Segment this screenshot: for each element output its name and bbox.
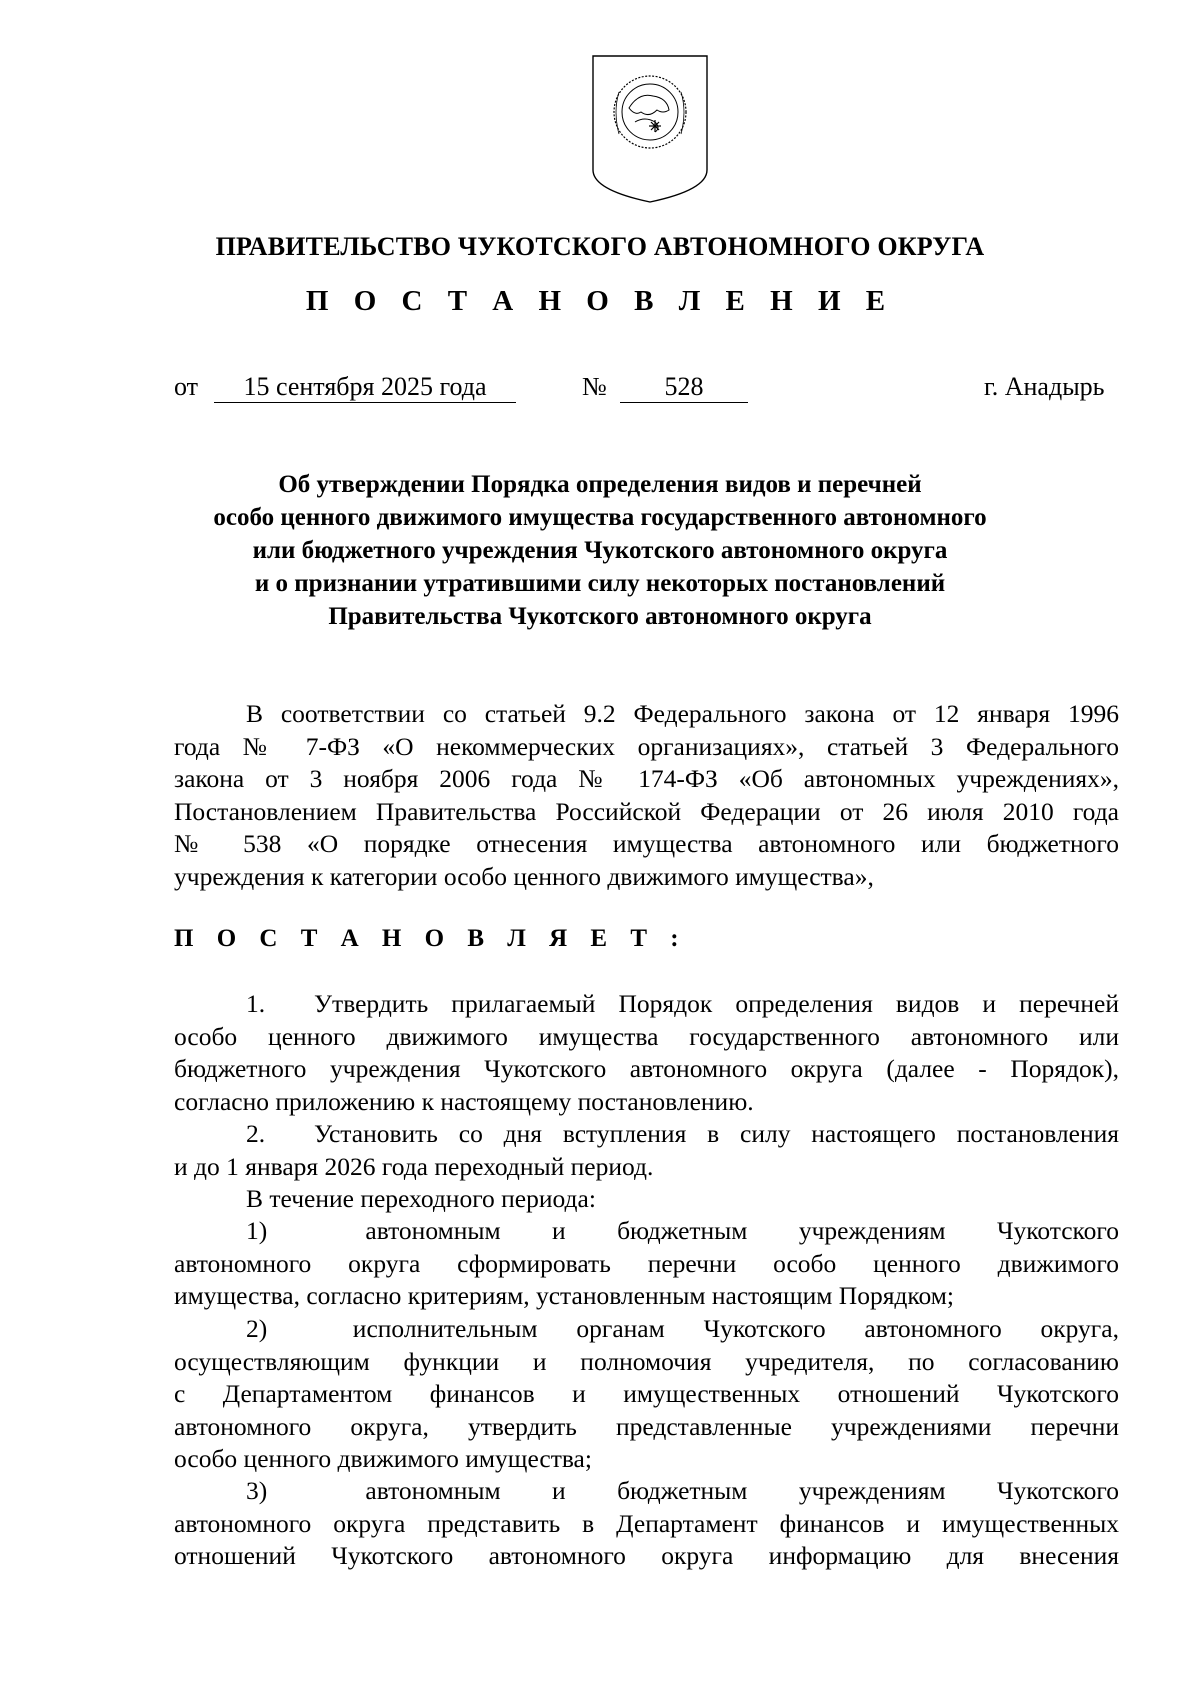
subject-line: Об утверждении Порядка определения видов и перечней (278, 471, 922, 498)
word: Чукотского (996, 1216, 1119, 1245)
word: автономным (365, 1476, 501, 1505)
subject-line: Правительства Чукотского автономного округа (328, 603, 872, 630)
item-2 (174, 1118, 1119, 1216)
subitem-number: 1) (246, 1216, 268, 1245)
preamble-line: года № 7-ФЗ «О некоммерческих организациях», статьей 3 Федерального (174, 731, 1119, 761)
number-label: № (582, 372, 607, 401)
subitem-2 (174, 1313, 1119, 1476)
subitem-line: имущества, согласно критериям, установленным настоящим Порядком; (174, 1281, 954, 1310)
preamble-paragraph (174, 698, 1119, 893)
document-type-title: П О С Т А Н О В Л Е Н И Е (305, 285, 895, 317)
item-number: 1. (246, 989, 266, 1018)
word: исполнительным (352, 1314, 538, 1343)
preamble-line: В соответствии со статьей 9.2 Федерального закона от 12 января 1996 (246, 699, 1119, 728)
item-1 (174, 988, 1119, 1118)
reference-row (0, 372, 1200, 412)
subitem-1-first-line (174, 1215, 1119, 1248)
word: Чукотского (703, 1314, 826, 1343)
item-line: и до 1 января 2026 года переходный период. (174, 1151, 654, 1181)
decree-word: П О С Т А Н О В Л Я Е Т : (174, 925, 688, 952)
item-2-first-line (174, 1118, 1119, 1151)
preamble-line: учреждения к категории особо ценного движимого имущества», (174, 861, 874, 891)
item-line: согласно приложению к настоящему постановлению. (174, 1086, 754, 1116)
word: и (552, 1216, 566, 1245)
document-number: 528 (620, 372, 748, 403)
item-1-first-line (174, 988, 1119, 1021)
coat-of-arms-emblem (589, 52, 711, 206)
subitem-line: осуществляющим функции и полномочия учредителя, по согласованию (174, 1346, 1119, 1376)
word: учреждениям (798, 1216, 946, 1245)
item-number: 2. (246, 1119, 266, 1148)
item-line: особо ценного движимого имущества государственного автономного или (174, 1021, 1119, 1051)
word: учреждениям (798, 1476, 946, 1505)
government-title: ПРАВИТЕЛЬСТВО ЧУКОТСКОГО АВТОНОМНОГО ОКРУГА (215, 232, 985, 261)
word: бюджетным (617, 1476, 748, 1505)
subitem-line: автономного округа сформировать перечни особо ценного движимого (174, 1248, 1119, 1278)
preamble-line: закона от 3 ноября 2006 года № 174-ФЗ «Об автономных учреждениях», (174, 764, 1119, 793)
word: автономного (864, 1314, 1002, 1343)
subitem-line: с Департаментом финансов и имущественных отношений Чукотского (174, 1379, 1119, 1408)
subitem-line: особо ценного движимого имущества; (174, 1444, 592, 1473)
subitem-line: автономного округа представить в Департамент финансов и имущественных (174, 1508, 1119, 1538)
item-text: Установить со дня вступления в силу настоящего постановления (314, 1119, 1119, 1148)
transition-line: В течение переходного периода: (246, 1184, 596, 1213)
item-line: бюджетного учреждения Чукотского автономного округа (далее - Порядок), (174, 1054, 1119, 1083)
subject-line: особо ценного движимого имущества государственного автономного (213, 504, 987, 531)
city: г. Анадырь (984, 372, 1105, 401)
word: округа, (1040, 1314, 1119, 1343)
preamble-line: № 538 «О порядке отнесения имущества автономного или бюджетного (174, 829, 1119, 858)
document-subject (0, 468, 1200, 633)
word: органам (576, 1314, 665, 1343)
word: Чукотского (996, 1476, 1119, 1505)
document-date: 15 сентября 2025 года (214, 372, 516, 403)
subitem-3-first-line (174, 1475, 1119, 1508)
subitem-2-first-line (174, 1313, 1119, 1346)
subitem-number: 2) (246, 1314, 268, 1343)
preamble-line: Постановлением Правительства Российской Федерации от 26 июля 2010 года (174, 796, 1119, 826)
word: автономным (365, 1216, 501, 1245)
subitem-3 (174, 1475, 1119, 1573)
subitem-line: автономного округа, утвердить представленные учреждениями перечни (174, 1411, 1119, 1441)
item-text: Утвердить прилагаемый Порядок определения видов и перечней (314, 989, 1119, 1018)
subject-line: или бюджетного учреждения Чукотского автономного округа (252, 537, 948, 564)
word: бюджетным (617, 1216, 748, 1245)
subitem-number: 3) (246, 1476, 268, 1505)
word: и (552, 1476, 566, 1505)
subject-line: и о признании утратившими силу некоторых постановлений (254, 570, 946, 597)
subitem-line: отношений Чукотского автономного округа информацию для внесения (174, 1541, 1119, 1570)
date-label: от (174, 372, 199, 401)
subitem-1 (174, 1215, 1119, 1313)
